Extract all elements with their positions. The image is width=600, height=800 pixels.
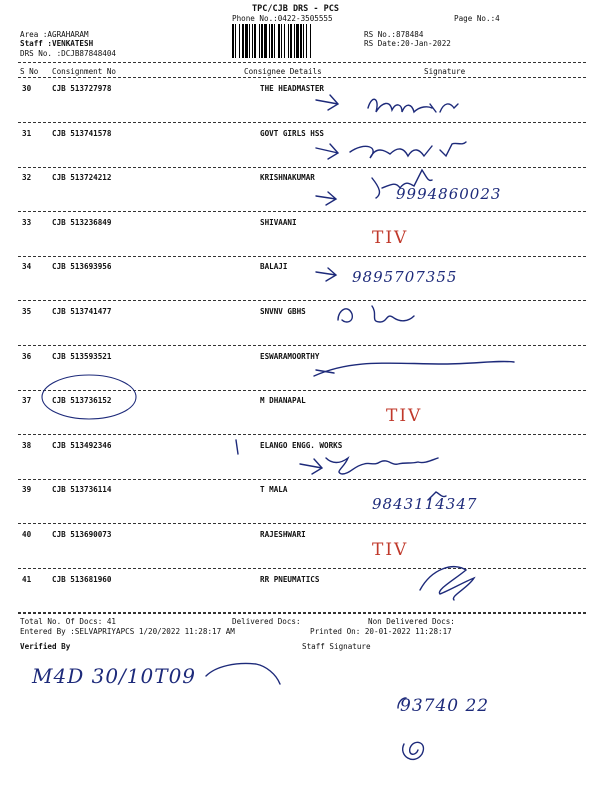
- handwritten-phone: 9895707355: [352, 268, 458, 287]
- signature: [440, 142, 466, 156]
- row-sno: 33: [22, 217, 32, 227]
- handwritten-phone: 9843114347: [372, 495, 478, 514]
- row-consignment: CJB 513736152: [52, 396, 112, 406]
- row-consignee: RAJESHWARI: [260, 530, 306, 539]
- row-consignee: T MALA: [260, 485, 288, 495]
- verified-by: Verified By: [20, 642, 71, 651]
- signature: [326, 458, 438, 474]
- delivered-docs: Delivered Docs:: [232, 617, 301, 626]
- row-consignment: CJB 513593521: [52, 351, 112, 361]
- row-consignment: CJB 513727978: [52, 84, 112, 93]
- tick-arrow: [300, 459, 322, 474]
- row-consignment: CJB 513724212: [52, 173, 112, 183]
- row-consignee: SNVNV GBHS: [260, 307, 306, 316]
- col-consignment: Consignment No: [52, 67, 117, 76]
- row-sno: 36: [22, 351, 32, 361]
- row-consignment: CJB 513492346: [52, 440, 112, 450]
- row-consignee: RR PNEUMATICS: [260, 574, 320, 584]
- row-sno: 39: [22, 485, 32, 495]
- row-sno: 38: [22, 440, 32, 450]
- circled-consignment: [42, 375, 136, 419]
- handwritten-bottom-note: 93740 22: [400, 696, 490, 716]
- signature: [420, 567, 474, 600]
- row-sno: 31: [22, 128, 32, 138]
- non-delivered-docs: Non Delivered Docs:: [368, 617, 455, 626]
- row-consignee: M DHANAPAL: [260, 396, 306, 406]
- drs-number: DRS No. :DCJB87848404: [20, 49, 117, 58]
- signature: [368, 99, 432, 112]
- row-consignee: ESWARAMOORTHY: [260, 351, 320, 361]
- row-sno: 41: [22, 574, 32, 584]
- row-consignment: CJB 513236849: [52, 217, 112, 227]
- signature: [236, 440, 238, 454]
- printed-on: Printed On: 20-01-2022 11:28:17: [310, 627, 452, 636]
- handwritten-phone: 9994860023: [396, 185, 502, 204]
- tick-arrow: [316, 268, 336, 281]
- row-consignment: CJB 513741578: [52, 128, 112, 138]
- row-consignee: GOVT GIRLS HSS: [260, 128, 325, 138]
- handwritten-tiv: TIV: [372, 227, 409, 248]
- rs-number: RS No.:878484: [364, 30, 424, 39]
- footer-rule: [18, 612, 586, 613]
- tick-arrow: [316, 144, 338, 159]
- signature: [314, 361, 514, 376]
- page-number: Page No.:4: [454, 14, 500, 23]
- document-title: TPC/CJB DRS - PCS: [252, 4, 339, 14]
- row-consignee: KRISHNAKUMAR: [260, 173, 315, 183]
- row-sno: 34: [22, 262, 32, 272]
- total-docs: Total No. Of Docs: 41: [20, 617, 117, 626]
- row-consignee: SHIVAANI: [260, 217, 297, 227]
- row-consignment: CJB 513741477: [52, 307, 112, 316]
- row-sno: 30: [22, 84, 32, 93]
- rs-date: RS Date:20-Jan-2022: [364, 39, 451, 48]
- tick-arrow: [316, 95, 338, 110]
- signature: [430, 104, 458, 112]
- row-sno: 32: [22, 173, 32, 183]
- row-consignee: BALAJI: [260, 262, 288, 272]
- col-consignee: Consignee Details: [244, 67, 322, 76]
- area-label: Area :AGRAHARAM: [20, 30, 89, 39]
- row-consignment: CJB 513736114: [52, 485, 112, 495]
- handwritten-tiv: TIV: [386, 406, 423, 427]
- phone-number: Phone No.:0422-3505555: [232, 14, 333, 23]
- staff-label: Staff :VENKATESH: [20, 39, 94, 48]
- row-sno: 40: [22, 530, 32, 539]
- signature: [350, 146, 432, 158]
- row-consignment: CJB 513693956: [52, 262, 112, 272]
- staff-signature: Staff Signature: [302, 642, 371, 651]
- signature: [338, 306, 414, 322]
- row-consignee: THE HEADMASTER: [260, 84, 325, 93]
- signature: [403, 742, 424, 759]
- col-signature: Signature: [424, 67, 466, 76]
- row-sno: 37: [22, 396, 32, 406]
- row-consignee: ELANGO ENGG. WORKS: [260, 440, 343, 450]
- row-consignment: CJB 513690073: [52, 530, 112, 539]
- tick-arrow: [316, 192, 336, 205]
- col-sno: S No: [20, 67, 39, 76]
- signature: [206, 664, 280, 685]
- handwritten-verify-note: M4D 30/10T09: [32, 664, 197, 688]
- row-consignment: CJB 513681960: [52, 574, 112, 584]
- row-sno: 35: [22, 307, 32, 316]
- handwritten-tiv: TIV: [372, 540, 409, 560]
- entered-by: Entered By :SELVAPRIYAPCS 1/20/2022 11:28:17 AM: [20, 627, 235, 636]
